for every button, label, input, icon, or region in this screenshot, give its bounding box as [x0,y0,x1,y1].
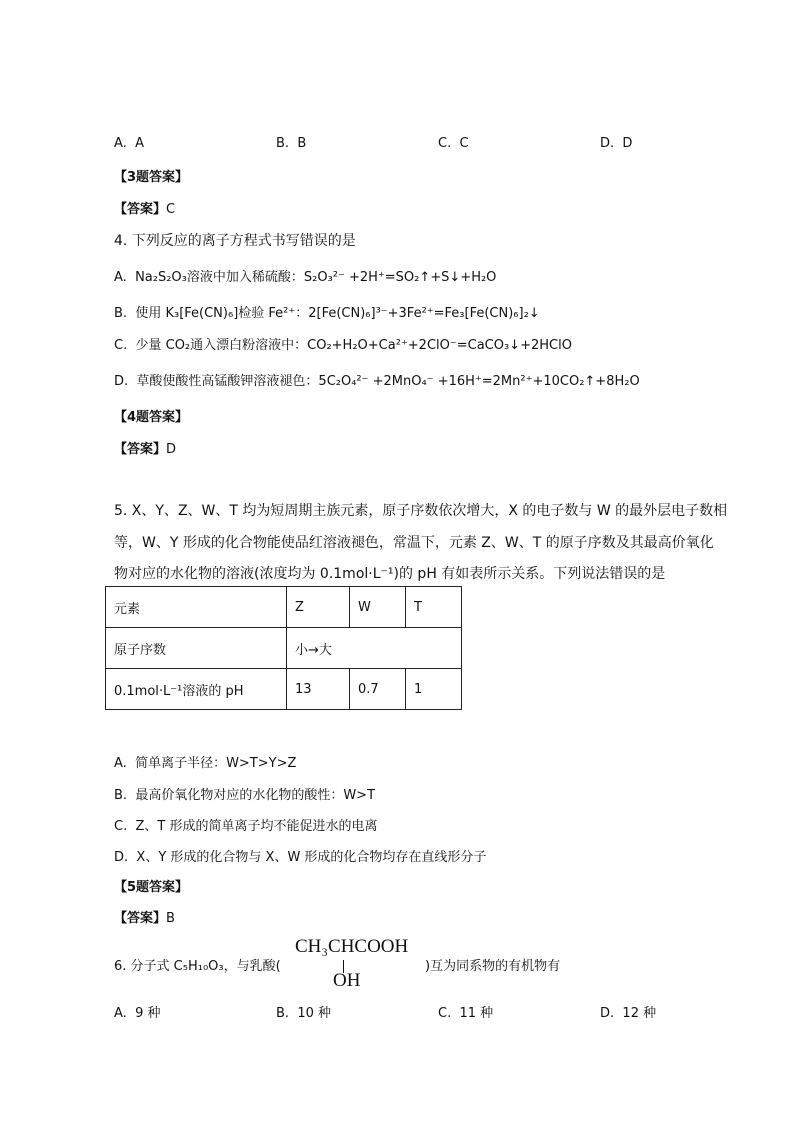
table-cell: 原子序数 [106,628,287,669]
table-cell: 0.1mol·L⁻¹溶液的 pH [106,669,287,710]
q4-answer: 【答案】D [114,442,177,457]
q5-option-d[interactable]: D. X、Y 形成的化合物与 X、W 形成的化合物均存在直线形分子 [114,850,487,865]
q4-option-a[interactable]: A. Na₂S₂O₃溶液中加入稀硫酸：S₂O₃²⁻ +2H⁺=SO₂↑+S↓+H₂O [114,270,497,285]
table-row [106,628,462,669]
q6-option-b[interactable]: B. 10 种 [276,1006,332,1021]
structure-main-chain: CH₃CHCOOH [295,936,409,957]
q6-option-d[interactable]: D. 12 种 [600,1006,657,1021]
q3-option-a[interactable]: A. A [114,136,144,151]
q3-option-c[interactable]: C. C [438,136,469,151]
q5-answer: 【答案】B [114,911,175,926]
table-cell: 1 [406,669,462,710]
table-cell: 13 [287,669,350,710]
q5-option-b[interactable]: B. 最高价氧化物对应的水化物的酸性：W>T [114,788,376,803]
table-cell: Z [287,587,350,628]
q3-answer: 【答案】C [114,202,176,217]
q6-stem-post: )互为同系物的有机物有 [425,959,561,974]
table-cell: T [406,587,462,628]
q6-option-a[interactable]: A. 9 种 [114,1006,161,1021]
q3-option-d[interactable]: D. D [600,136,633,151]
q3-option-b[interactable]: B. B [276,136,307,151]
q4-answer-header: 【4题答案】 [114,410,189,425]
q3-answer-header: 【3题答案】 [114,170,189,185]
q4-option-c[interactable]: C. 少量 CO₂通入漂白粉溶液中：CO₂+H₂O+Ca²⁺+2ClO⁻=CaCO₃↓+2HClO [114,338,572,353]
q5-stem-line3: 物对应的水化物的溶液(浓度均为 0.1mol·L⁻¹)的 pH 有如表所示关系。下列说法错误的是 [114,566,666,582]
table-row [106,587,462,628]
q5-answer-header: 【5题答案】 [114,880,189,895]
q5-option-c[interactable]: C. Z、T 形成的简单离子均不能促进水的电离 [114,819,378,834]
q4-option-d[interactable]: D. 草酸使酸性高锰酸钾溶液褪色：5C₂O₄²⁻ +2MnO₄⁻ +16H⁺=2Mn²⁺+10CO₂↑+8H₂O [114,374,640,389]
q4-stem: 4. 下列反应的离子方程式书写错误的是 [114,233,356,249]
table-cell: 小→大 [287,628,462,669]
table-row [106,669,462,710]
q6-option-c[interactable]: C. 11 种 [438,1006,494,1021]
structure-hydroxyl: OH [333,970,361,991]
lactic-acid-structure [295,936,425,994]
q4-option-b[interactable]: B. 使用 K₃[Fe(CN)₆]检验 Fe²⁺：2[Fe(CN)₆]³⁻+3Fe²⁺=Fe₃[Fe(CN)₆]₂↓ [114,306,540,321]
q6-stem-pre: 6. 分子式 C₅H₁₀O₃，与乳酸( [114,959,281,974]
q5-table [105,586,462,710]
table-cell: W [350,587,406,628]
q5-stem-line1: 5. X、Y、Z、W、T 均为短周期主族元素，原子序数依次增大，X 的电子数与 W 的最外层电子数相 [114,503,728,519]
q5-option-a[interactable]: A. 简单离子半径：W>T>Y>Z [114,756,297,771]
q5-stem-line2: 等，W、Y 形成的化合物能使品红溶液褪色，常温下，元素 Z、W、T 的原子序数及其最高价氧化 [114,535,714,551]
table-cell: 元素 [106,587,287,628]
table-cell: 0.7 [350,669,406,710]
